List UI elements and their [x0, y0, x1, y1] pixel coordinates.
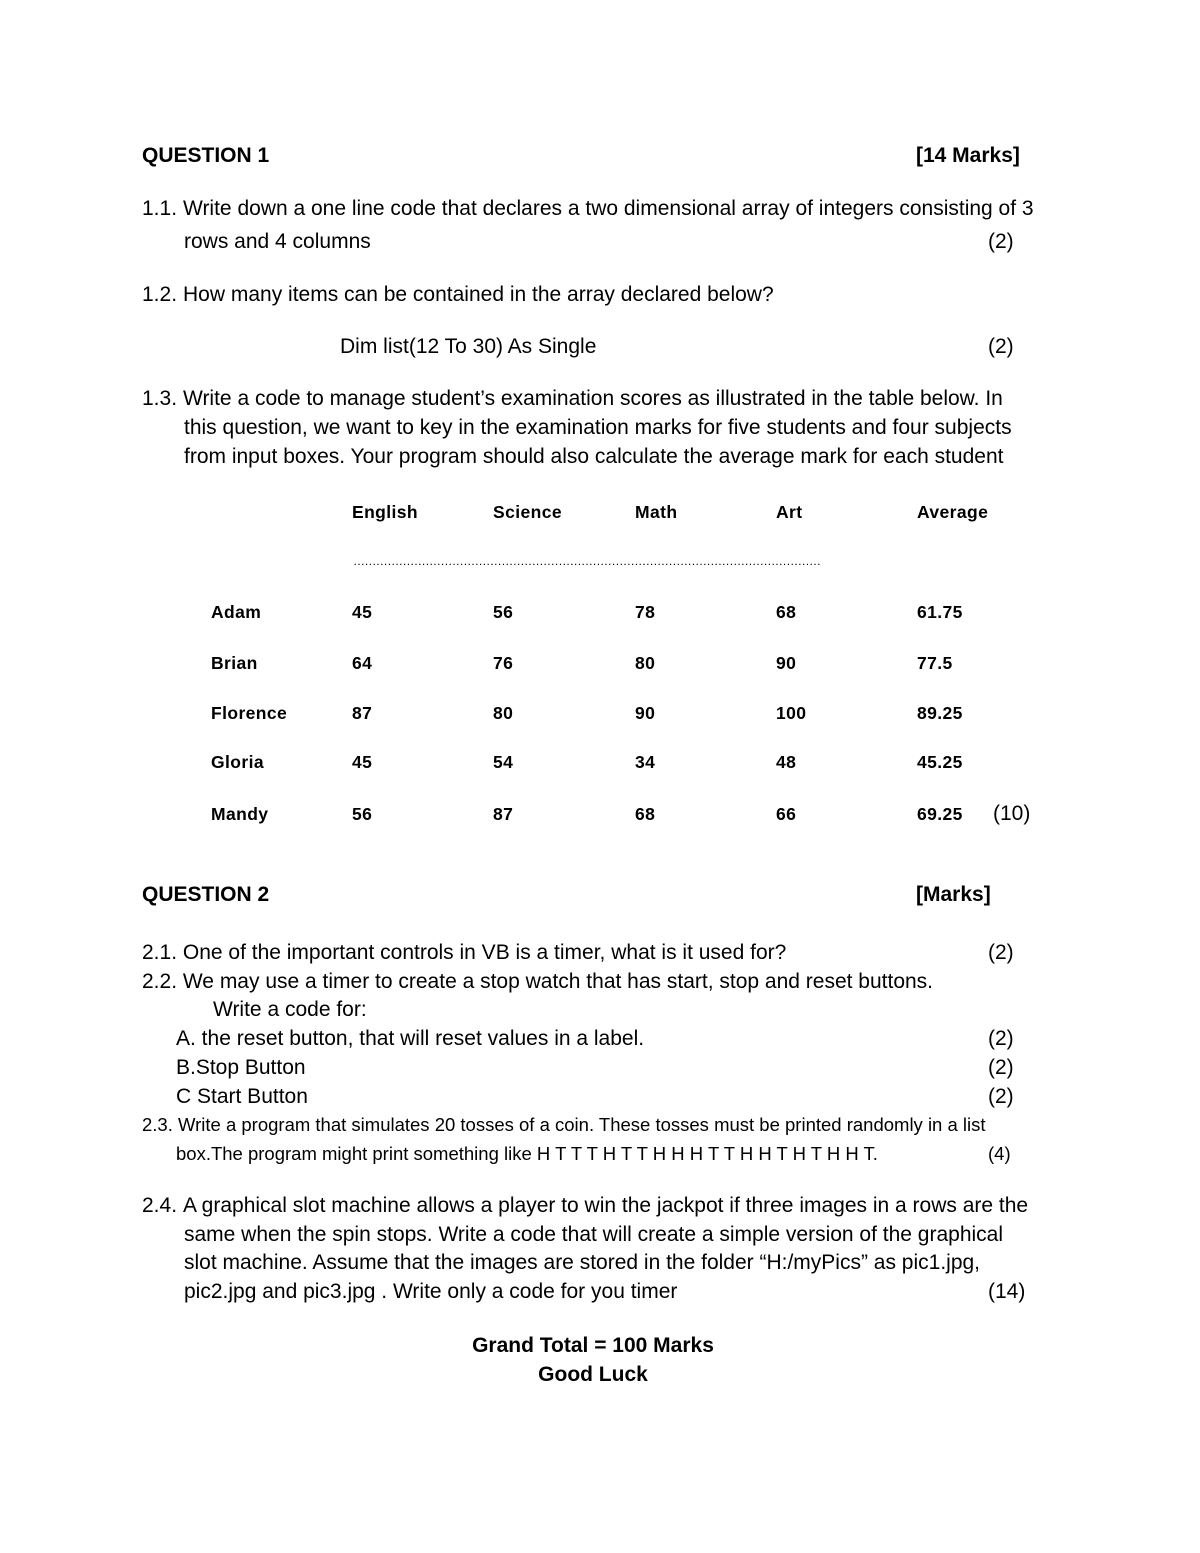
row-cell-english: 64	[352, 653, 373, 673]
row-cell-english: 87	[352, 703, 373, 723]
q2-4-text-line1: A graphical slot machine allows a player to win the jackpot if three images in a rows are the	[183, 1194, 1029, 1217]
table-dotted-separator: ……………………………………………………………………………………………………………	[353, 554, 821, 568]
question-1-title: QUESTION 1	[142, 144, 270, 167]
grand-total: Grand Total = 100 Marks	[472, 1334, 714, 1357]
row-cell-average: 69.25	[917, 804, 963, 824]
row-student-name: Adam	[211, 602, 262, 622]
q2-2-text: 2.2. We may use a timer to create a stop watch that has start, stop and reset buttons.	[142, 970, 934, 993]
row-cell-art: 68	[776, 602, 797, 622]
q1-3-text-line2: this question, we want to key in the examination marks for five students and four subjects	[184, 416, 1012, 439]
row-cell-english: 56	[352, 804, 373, 824]
q1-2-number: 1.2.	[142, 283, 178, 306]
row-cell-science: 54	[493, 752, 514, 772]
q2-3-text-line2: box.The program might print something like H T T T H T T H H H T T H H T H T H H T.	[176, 1143, 878, 1164]
row-cell-science: 76	[493, 653, 514, 673]
row-cell-art: 100	[776, 703, 807, 723]
row-cell-math: 34	[635, 752, 656, 772]
q1-3-text-line1: Write a code to manage student’s examination scores as illustrated in the table below. In	[183, 387, 1003, 410]
table-header-math: Math	[635, 502, 678, 522]
q2-2-c-text: C Start Button	[176, 1085, 308, 1108]
row-cell-average: 77.5	[917, 653, 953, 673]
q1-3-text-line3: from input boxes. Your program should also calculate the average mark for each student	[184, 445, 1004, 468]
question-1-marks: [14 Marks]	[916, 144, 1020, 167]
q1-2-text: How many items can be contained in the array declared below?	[183, 283, 774, 306]
row-cell-average: 61.75	[917, 602, 963, 622]
q1-1-number: 1.1.	[142, 197, 178, 220]
question-2-title: QUESTION 2	[142, 883, 270, 906]
row-cell-english: 45	[352, 602, 373, 622]
good-luck: Good Luck	[538, 1363, 648, 1386]
q1-2-code: Dim list(12 To 30) As Single	[340, 335, 597, 358]
q2-1-marks: (2)	[988, 941, 1014, 964]
q1-1-text-line1: Write down a one line code that declares a two dimensional array of integers consisting of 3	[183, 197, 1034, 220]
table-header-average: Average	[917, 502, 989, 522]
row-student-name: Gloria	[211, 752, 264, 772]
q2-3-marks: (4)	[988, 1143, 1011, 1164]
q2-2-c-marks: (2)	[988, 1085, 1014, 1108]
row-cell-science: 87	[493, 804, 514, 824]
row-cell-math: 80	[635, 653, 656, 673]
q2-1-text: 2.1. One of the important controls in VB is a timer, what is it used for?	[142, 941, 787, 964]
q2-2-b-marks: (2)	[988, 1056, 1014, 1079]
row-cell-english: 45	[352, 752, 373, 772]
q2-4-text-line4: pic2.jpg and pic3.jpg . Write only a code for you timer	[184, 1280, 678, 1303]
row-cell-math: 90	[635, 703, 656, 723]
q2-2-a-marks: (2)	[988, 1027, 1014, 1050]
row-student-name: Brian	[211, 653, 258, 673]
table-header-art: Art	[776, 502, 803, 522]
q2-4-text-line2: same when the spin stops. Write a code that will create a simple version of the graphical	[184, 1223, 1004, 1246]
row-cell-science: 56	[493, 602, 514, 622]
q1-2-marks: (2)	[988, 335, 1014, 358]
q1-3-marks: (10)	[993, 802, 1031, 825]
q1-1-marks: (2)	[988, 230, 1014, 253]
q2-2-subtext: Write a code for:	[213, 998, 367, 1021]
row-student-name: Florence	[211, 703, 288, 723]
q1-3-number: 1.3.	[142, 387, 178, 410]
row-cell-average: 89.25	[917, 703, 963, 723]
q2-4-marks: (14)	[988, 1280, 1026, 1303]
q1-1-text-line2: rows and 4 columns	[184, 230, 371, 253]
row-cell-art: 48	[776, 752, 797, 772]
q2-2-a-text: A. the reset button, that will reset values in a label.	[176, 1027, 645, 1050]
question-2-marks: [Marks]	[916, 883, 991, 906]
row-cell-math: 78	[635, 602, 656, 622]
q2-3-text-line1: 2.3. Write a program that simulates 20 tosses of a coin. These tosses must be printed randomly in a list	[142, 1114, 986, 1135]
row-student-name: Mandy	[211, 804, 269, 824]
row-cell-science: 80	[493, 703, 514, 723]
q2-4-number: 2.4.	[142, 1194, 178, 1217]
row-cell-math: 68	[635, 804, 656, 824]
row-cell-art: 90	[776, 653, 797, 673]
table-header-english: English	[352, 502, 418, 522]
row-cell-average: 45.25	[917, 752, 963, 772]
q2-4-text-line3: slot machine. Assume that the images are stored in the folder “H:/myPics” as pic1.jpg,	[184, 1251, 981, 1274]
row-cell-art: 66	[776, 804, 797, 824]
table-header-science: Science	[493, 502, 562, 522]
q2-2-b-text: B.Stop Button	[176, 1056, 306, 1079]
